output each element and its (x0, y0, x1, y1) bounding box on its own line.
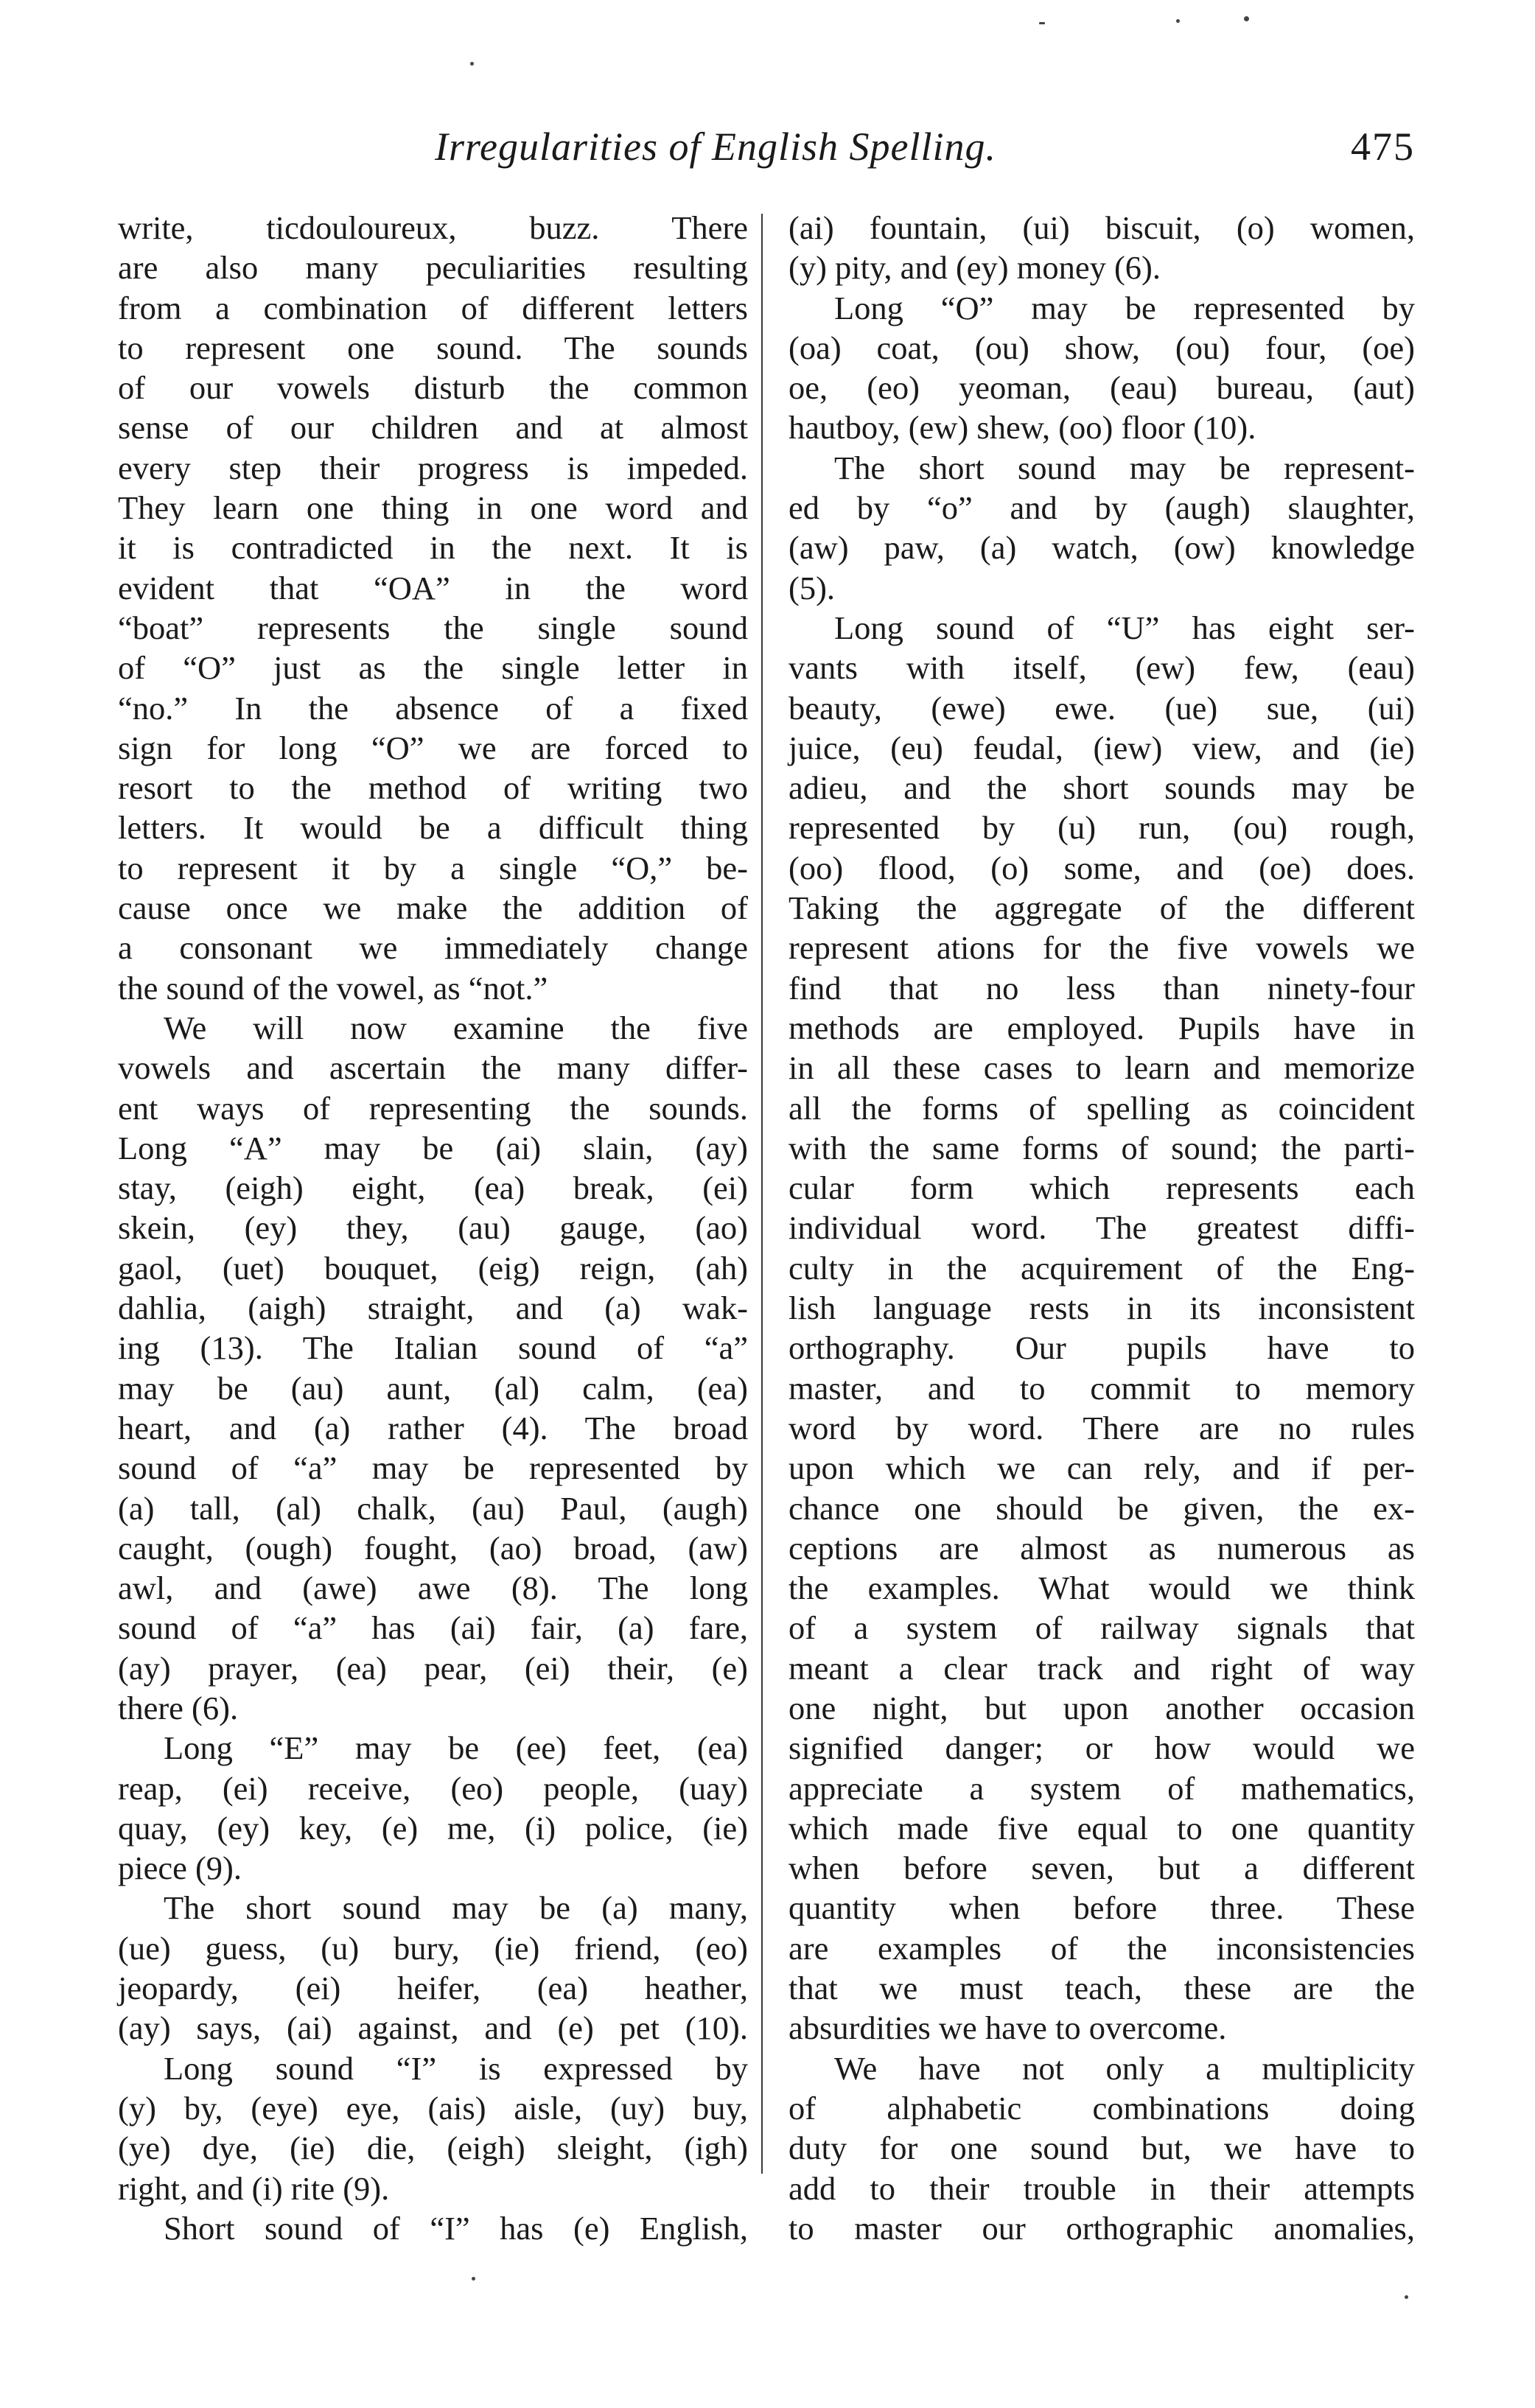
text-line: the sound of the vowel, as “not.” (118, 969, 548, 1007)
text-line: methods are employed. Pupils have in (789, 1009, 1415, 1046)
column-divider (761, 214, 763, 2174)
text-line: master, and to commit to memory (789, 1369, 1415, 1407)
running-title: Irregularities of English Spelling. (435, 125, 996, 169)
text-line: all the forms of spelling as coincident (789, 1089, 1415, 1127)
text-line: (oa) coat, (ou) show, (ou) four, (oe) (789, 329, 1415, 366)
scan-speck (1176, 19, 1180, 23)
scan-speck (1039, 22, 1045, 24)
text-line: vants with itself, (ew) few, (eau) (789, 649, 1415, 687)
text-line: caught, (ough) fought, (ao) broad, (aw) (118, 1529, 748, 1567)
text-line: (a) tall, (al) chalk, (au) Paul, (augh) (118, 1489, 748, 1527)
text-line: reap, (ei) receive, (eo) people, (uay) (118, 1769, 748, 1807)
text-line: a consonant we immediately change (118, 929, 748, 967)
text-line: find that no less than ninety-four (789, 969, 1415, 1007)
text-line: duty for one sound but, we have to (789, 2129, 1415, 2167)
text-line: that we must teach, these are the (789, 1970, 1415, 2007)
text-line: Short sound of “I” has (e) English, (164, 2209, 748, 2247)
text-line: there (6). (118, 1689, 239, 1726)
text-line: ent ways of representing the sounds. (118, 1089, 748, 1127)
right-column (789, 208, 1415, 2248)
text-line: orthography. Our pupils have to (789, 1329, 1415, 1367)
text-line: evident that “OA” in the word (118, 569, 748, 606)
text-line: every step their progress is impeded. (118, 449, 748, 486)
text-line: meant a clear track and right of way (789, 1649, 1415, 1687)
text-line: skein, (ey) they, (au) gauge, (ao) (118, 1209, 748, 1247)
text-line: word by word. There are no rules (789, 1409, 1415, 1446)
scan-speck (472, 2277, 475, 2281)
text-line: stay, (eigh) eight, (ea) break, (ei) (118, 1169, 748, 1207)
text-line: write, ticdouloureux, buzz. There (118, 209, 748, 246)
text-line: sound of “a” may be represented by (118, 1449, 748, 1487)
text-line: of our vowels disturb the common (118, 369, 748, 407)
text-line: “no.” In the absence of a fixed (118, 689, 748, 727)
text-line: it is contradicted in the next. It is (118, 529, 748, 567)
text-line: to represent one sound. The sounds (118, 329, 748, 366)
text-line: ing (13). The Italian sound of “a” (118, 1329, 748, 1367)
text-line: The short sound may be represent- (834, 449, 1415, 486)
text-line: piece (9). (118, 1849, 242, 1887)
text-line: (y) pity, and (ey) money (6). (789, 249, 1161, 287)
text-line: (oo) flood, (o) some, and (oe) does. (789, 849, 1415, 886)
text-line: (ue) guess, (u) bury, (ie) friend, (eo) (118, 1929, 748, 1967)
text-line: lish language rests in its inconsistent (789, 1289, 1415, 1327)
text-line: hautboy, (ew) shew, (oo) floor (10). (789, 409, 1256, 447)
text-line: absurdities we have to overcome. (789, 2009, 1227, 2047)
text-line: sense of our children and at almost (118, 409, 748, 447)
text-line: which made five equal to one quantity (789, 1809, 1415, 1847)
text-line: vowels and ascertain the many differ- (118, 1049, 748, 1087)
page-number: 475 (1351, 125, 1415, 169)
text-line: individual word. The greatest diffi- (789, 1209, 1415, 1247)
text-line: of alphabetic combinations doing (789, 2089, 1415, 2127)
text-line: gaol, (uet) bouquet, (eig) reign, (ah) (118, 1249, 748, 1287)
text-line: oe, (eo) yeoman, (eau) bureau, (aut) (789, 369, 1415, 407)
text-line: (ay) prayer, (ea) pear, (ei) their, (e) (118, 1649, 748, 1687)
text-line: cause once we make the addition of (118, 889, 748, 927)
text-line: (ay) says, (ai) against, and (e) pet (10). (118, 2009, 748, 2047)
text-line: quay, (ey) key, (e) me, (i) police, (ie) (118, 1809, 748, 1847)
text-line: represent ations for the five vowels we (789, 929, 1415, 967)
text-line: sound of “a” has (ai) fair, (a) fare, (118, 1609, 748, 1647)
text-line: We have not only a multiplicity (834, 2049, 1415, 2087)
text-line: letters. It would be a difficult thing (118, 809, 748, 847)
text-line: signified danger; or how would we (789, 1729, 1415, 1767)
text-line: adieu, and the short sounds may be (789, 769, 1415, 807)
text-line: of a system of railway signals that (789, 1609, 1415, 1647)
text-line: upon which we can rely, and if per- (789, 1449, 1415, 1487)
text-line: the examples. What would we think (789, 1569, 1415, 1607)
text-line: Taking the aggregate of the different (789, 889, 1415, 927)
text-line: in all these cases to learn and memorize (789, 1049, 1415, 1087)
text-line: when before seven, but a different (789, 1849, 1415, 1887)
text-line: ceptions are almost as numerous as (789, 1529, 1415, 1567)
text-line: beauty, (ewe) ewe. (ue) sue, (ui) (789, 689, 1415, 727)
text-line: The short sound may be (a) many, (164, 1889, 748, 1927)
text-line: right, and (i) rite (9). (118, 2169, 390, 2207)
text-line: one night, but upon another occasion (789, 1689, 1415, 1726)
text-line: chance one should be given, the ex- (789, 1489, 1415, 1527)
text-line: appreciate a system of mathematics, (789, 1769, 1415, 1807)
text-line: to represent it by a single “O,” be- (118, 849, 748, 886)
scan-speck (470, 62, 474, 66)
text-line: may be (au) aunt, (al) calm, (ea) (118, 1369, 748, 1407)
text-line: “boat” represents the single sound (118, 609, 748, 646)
text-line: They learn one thing in one word and (118, 489, 748, 527)
text-line: (ye) dye, (ie) die, (eigh) sleight, (igh) (118, 2129, 748, 2167)
text-line: Long “E” may be (ee) feet, (ea) (164, 1729, 748, 1767)
text-line: Long sound “I” is expressed by (164, 2049, 748, 2087)
text-line: to master our orthographic anomalies, (789, 2209, 1415, 2247)
scan-speck (1405, 2295, 1408, 2299)
text-line: add to their trouble in their attempts (789, 2169, 1415, 2207)
text-line: dahlia, (aigh) straight, and (a) wak- (118, 1289, 748, 1327)
text-line: awl, and (awe) awe (8). The long (118, 1569, 748, 1607)
text-line: (ai) fountain, (ui) biscuit, (o) women, (789, 209, 1415, 246)
text-line: sign for long “O” we are forced to (118, 729, 748, 766)
text-line: heart, and (a) rather (4). The broad (118, 1409, 748, 1446)
text-line: Long “O” may be represented by (834, 289, 1415, 326)
text-line: We will now examine the five (164, 1009, 748, 1046)
text-line: of “O” just as the single letter in (118, 649, 748, 687)
text-line: (5). (789, 569, 836, 606)
left-column (118, 208, 748, 2248)
text-line: are examples of the inconsistencies (789, 1929, 1415, 1967)
scan-speck (1244, 16, 1249, 21)
text-line: ed by “o” and by (augh) slaughter, (789, 489, 1415, 527)
text-line: are also many peculiarities resulting (118, 249, 748, 287)
running-head (118, 124, 1415, 183)
text-line: jeopardy, (ei) heifer, (ea) heather, (118, 1970, 748, 2007)
text-line: culty in the acquirement of the Eng- (789, 1249, 1415, 1287)
text-line: represented by (u) run, (ou) rough, (789, 809, 1415, 847)
text-line: juice, (eu) feudal, (iew) view, and (ie) (789, 729, 1415, 766)
text-line: (aw) paw, (a) watch, (ow) knowledge (789, 529, 1415, 567)
text-line: resort to the method of writing two (118, 769, 748, 807)
text-line: from a combination of different letters (118, 289, 748, 326)
text-line: cular form which represents each (789, 1169, 1415, 1207)
text-line: Long sound of “U” has eight ser- (834, 609, 1415, 646)
text-line: quantity when before three. These (789, 1889, 1415, 1927)
text-line: with the same forms of sound; the parti- (789, 1129, 1415, 1166)
text-line: (y) by, (eye) eye, (ais) aisle, (uy) buy, (118, 2089, 748, 2127)
text-line: Long “A” may be (ai) slain, (ay) (118, 1129, 748, 1166)
